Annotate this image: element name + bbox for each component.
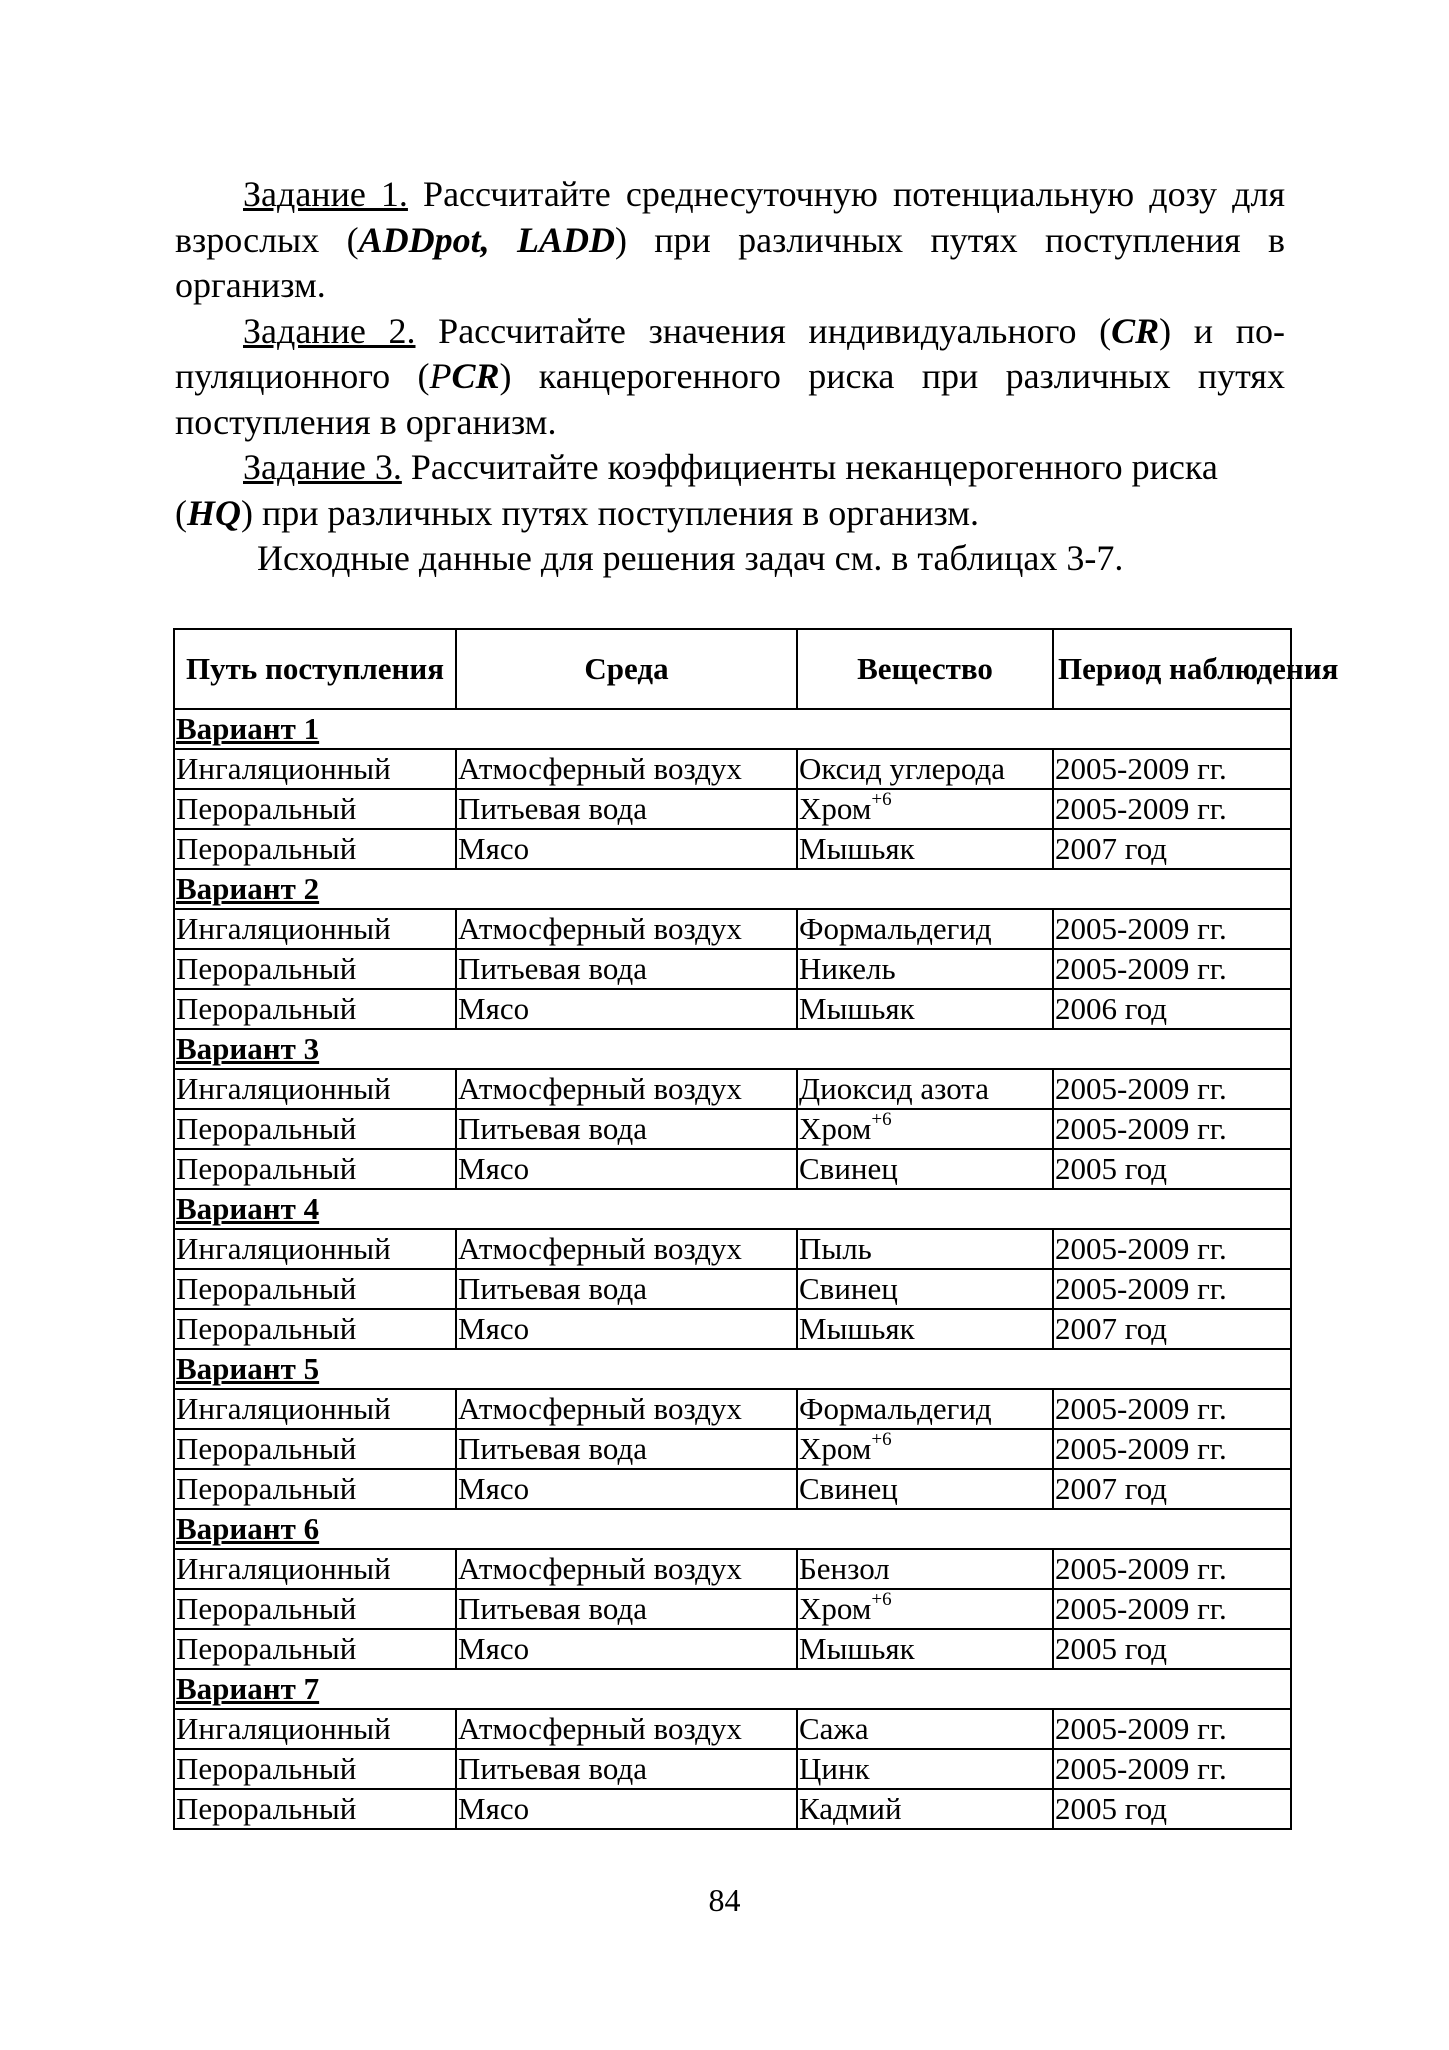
cell-route	[174, 1389, 456, 1429]
cell-text: 2005-2009 гг.	[1055, 1751, 1227, 1786]
cell-substance	[797, 1109, 1053, 1149]
table-row	[174, 1789, 1291, 1829]
cell-medium	[456, 1309, 797, 1349]
cell-medium	[456, 829, 797, 869]
cell-text: Пероральный	[176, 1111, 357, 1146]
cell-substance	[797, 1789, 1053, 1829]
cell-text: Мясо	[458, 991, 530, 1026]
variant-title: Вариант 4	[174, 1189, 1291, 1229]
cell-period	[1053, 1069, 1291, 1109]
cell-route	[174, 1269, 456, 1309]
cell-period	[1053, 1309, 1291, 1349]
task-2-emph-cr: CR	[1111, 310, 1160, 351]
cell-text: Оксид углерода	[799, 751, 1006, 786]
cell-text: Пероральный	[176, 1631, 357, 1666]
cell-text: 2007 год	[1055, 1311, 1168, 1346]
cell-text: 2005 год	[1055, 1631, 1168, 1666]
cell-text: Пероральный	[176, 991, 357, 1026]
oxidation-state-superscript: +6	[871, 1109, 892, 1130]
cell-substance	[797, 1269, 1053, 1309]
task-3-emph: HQ	[187, 492, 241, 533]
cell-text: 2005-2009 гг.	[1055, 1111, 1227, 1146]
cell-text: Питьевая вода	[458, 1591, 647, 1626]
cell-text: Ингаляционный	[176, 1391, 391, 1426]
cell-substance	[797, 989, 1053, 1029]
cell-text: Пероральный	[176, 951, 357, 986]
oxidation-state-superscript: +6	[871, 1589, 892, 1610]
variant-title: Вариант 2	[174, 869, 1291, 909]
cell-text: 2005-2009 гг.	[1055, 1391, 1227, 1426]
cell-medium	[456, 909, 797, 949]
cell-period	[1053, 1109, 1291, 1149]
cell-text: 2005-2009 гг.	[1055, 911, 1227, 946]
table-row	[174, 1269, 1291, 1309]
cell-text: Свинец	[799, 1471, 898, 1506]
variants-table	[173, 628, 1339, 1830]
table-row	[174, 829, 1291, 869]
table-row	[174, 1149, 1291, 1189]
variant-header-row	[174, 709, 1291, 749]
cell-text: Формальдегид	[799, 911, 992, 946]
table-header-row	[174, 629, 1291, 709]
cell-text: 2005-2009 гг.	[1055, 1431, 1227, 1466]
cell-medium	[456, 1789, 797, 1829]
cell-period	[1053, 1549, 1291, 1589]
cell-text: 2005 год	[1055, 1791, 1168, 1826]
cell-text: Пероральный	[176, 791, 357, 826]
cell-medium	[456, 1749, 797, 1789]
cell-text: 2005-2009 гг.	[1055, 1591, 1227, 1626]
cell-period	[1053, 1789, 1291, 1829]
cell-text: Питьевая вода	[458, 1431, 647, 1466]
cell-route	[174, 1149, 456, 1189]
cell-text: Атмосферный воздух	[458, 1231, 742, 1266]
cell-route	[174, 909, 456, 949]
cell-text: Атмосферный воздух	[458, 1551, 742, 1586]
cell-text: Ингаляционный	[176, 751, 391, 786]
cell-text: Пероральный	[176, 1591, 357, 1626]
cell-route	[174, 1309, 456, 1349]
cell-text: Мясо	[458, 1791, 530, 1826]
cell-text: Формальдегид	[799, 1391, 992, 1426]
cell-text: Бензол	[799, 1551, 890, 1586]
cell-period	[1053, 1709, 1291, 1749]
cell-route	[174, 989, 456, 1029]
cell-text: Хром	[799, 1591, 872, 1626]
cell-substance	[797, 1549, 1053, 1589]
cell-text: Хром	[799, 1111, 872, 1146]
cell-route	[174, 1469, 456, 1509]
cell-text: 2005-2009 гг.	[1055, 1071, 1227, 1106]
cell-route	[174, 789, 456, 829]
cell-substance	[797, 789, 1053, 829]
cell-medium	[456, 989, 797, 1029]
table-body	[174, 709, 1291, 1829]
cell-text: Питьевая вода	[458, 951, 647, 986]
variant-header-row	[174, 1349, 1291, 1389]
cell-text: Ингаляционный	[176, 1231, 391, 1266]
variant-title: Вариант 1	[174, 709, 1291, 749]
cell-period	[1053, 989, 1291, 1029]
cell-period	[1053, 1629, 1291, 1669]
table-row	[174, 1109, 1291, 1149]
cell-text: Мышьяк	[799, 1631, 915, 1666]
cell-text: Мышьяк	[799, 831, 915, 866]
cell-text: 2006 год	[1055, 991, 1168, 1026]
task-1-emph: ADDpot, LADD	[358, 219, 615, 260]
cell-period	[1053, 1469, 1291, 1509]
variant-title: Вариант 7	[174, 1669, 1291, 1709]
task-2-emph-pcr: CR	[451, 356, 500, 396]
cell-text: 2005-2009 гг.	[1055, 1231, 1227, 1266]
cell-text: Атмосферный воздух	[458, 1391, 742, 1426]
cell-text: Питьевая вода	[458, 791, 647, 826]
table-row	[174, 1629, 1291, 1669]
cell-medium	[456, 1709, 797, 1749]
cell-text: 2005-2009 гг.	[1055, 951, 1227, 986]
cell-period	[1053, 1749, 1291, 1789]
cell-text: 2007 год	[1055, 1471, 1168, 1506]
table-row	[174, 1309, 1291, 1349]
cell-route	[174, 1629, 456, 1669]
cell-medium	[456, 1469, 797, 1509]
header-period: Период наблюдения	[1053, 629, 1291, 709]
cell-substance	[797, 909, 1053, 949]
cell-substance	[797, 1309, 1053, 1349]
cell-text: Сажа	[799, 1711, 869, 1746]
cell-text: Пероральный	[176, 1471, 357, 1506]
variant-header-row	[174, 869, 1291, 909]
cell-text: 2007 год	[1055, 831, 1168, 866]
table-row	[174, 909, 1291, 949]
cell-substance	[797, 1629, 1053, 1669]
cell-text: Хром	[799, 1431, 872, 1466]
cell-route	[174, 949, 456, 989]
task-2: Задание 2. Рассчитайте значения индивидуального (CR) и по-пуляционного (PCR) канцерогенного риска при различных путях поступления в организм.	[175, 310, 1285, 442]
cell-text: Пероральный	[176, 1791, 357, 1826]
cell-substance	[797, 949, 1053, 989]
cell-medium	[456, 1149, 797, 1189]
table-row	[174, 1749, 1291, 1789]
variant-header-row	[174, 1509, 1291, 1549]
cell-route	[174, 1549, 456, 1589]
cell-period	[1053, 909, 1291, 949]
cell-medium	[456, 1629, 797, 1669]
task-2-label: Задание 2.	[243, 310, 416, 351]
cell-medium	[456, 1229, 797, 1269]
cell-substance	[797, 1469, 1053, 1509]
cell-medium	[456, 1269, 797, 1309]
cell-text: Пероральный	[176, 1431, 357, 1466]
table-row	[174, 749, 1291, 789]
cell-route	[174, 1429, 456, 1469]
intro-note: Исходные данные для решения задач см. в таблицах 3-7.	[257, 538, 1124, 578]
cell-text: Пероральный	[176, 831, 357, 866]
table-row	[174, 1469, 1291, 1509]
table-row	[174, 1389, 1291, 1429]
cell-text: Пыль	[799, 1231, 872, 1266]
table-row	[174, 1589, 1291, 1629]
cell-period	[1053, 1229, 1291, 1269]
cell-text: Пероральный	[176, 1151, 357, 1186]
cell-route	[174, 1709, 456, 1749]
table-row	[174, 1549, 1291, 1589]
variant-header-row	[174, 1029, 1291, 1069]
cell-medium	[456, 949, 797, 989]
variant-title: Вариант 3	[174, 1029, 1291, 1069]
cell-medium	[456, 1589, 797, 1629]
table-row	[174, 989, 1291, 1029]
table-row	[174, 949, 1291, 989]
cell-text: Питьевая вода	[458, 1271, 647, 1306]
table-row	[174, 1229, 1291, 1269]
cell-route	[174, 1069, 456, 1109]
cell-text: Ингаляционный	[176, 1711, 391, 1746]
cell-text: Никель	[799, 951, 896, 986]
cell-route	[174, 829, 456, 869]
cell-period	[1053, 1389, 1291, 1429]
cell-period	[1053, 829, 1291, 869]
cell-period	[1053, 1269, 1291, 1309]
cell-text: Питьевая вода	[458, 1111, 647, 1146]
cell-text: Свинец	[799, 1151, 898, 1186]
cell-medium	[456, 1549, 797, 1589]
cell-substance	[797, 1749, 1053, 1789]
cell-text: Мышьяк	[799, 1311, 915, 1346]
page-number: 84	[708, 1882, 741, 1918]
cell-period	[1053, 1429, 1291, 1469]
variant-title: Вариант 5	[174, 1349, 1291, 1389]
cell-text: Кадмий	[799, 1791, 902, 1826]
cell-route	[174, 1109, 456, 1149]
header-route: Путь поступления	[174, 629, 456, 709]
cell-text: Атмосферный воздух	[458, 1711, 742, 1746]
cell-text: 2005-2009 гг.	[1055, 1551, 1227, 1586]
cell-text: Пероральный	[176, 1751, 357, 1786]
cell-text: 2005-2009 гг.	[1055, 751, 1227, 786]
tasks-block	[175, 172, 1285, 582]
cell-period	[1053, 749, 1291, 789]
cell-medium	[456, 1109, 797, 1149]
table-row	[174, 789, 1291, 829]
cell-route	[174, 749, 456, 789]
cell-substance	[797, 1429, 1053, 1469]
variant-header-row	[174, 1669, 1291, 1709]
cell-substance	[797, 1709, 1053, 1749]
task-3-label: Задание 3.	[243, 447, 402, 487]
cell-substance	[797, 1589, 1053, 1629]
cell-text: 2005-2009 гг.	[1055, 1271, 1227, 1306]
cell-medium	[456, 1429, 797, 1469]
cell-route	[174, 1789, 456, 1829]
table-row	[174, 1709, 1291, 1749]
cell-text: Диоксид азота	[799, 1071, 989, 1106]
cell-medium	[456, 1069, 797, 1109]
cell-text: Питьевая вода	[458, 1751, 647, 1786]
cell-text: Ингаляционный	[176, 1071, 391, 1106]
cell-text: Мясо	[458, 831, 530, 866]
cell-text: Атмосферный воздух	[458, 911, 742, 946]
cell-text: Мясо	[458, 1311, 530, 1346]
table-row	[174, 1429, 1291, 1469]
cell-text: 2005-2009 гг.	[1055, 791, 1227, 826]
cell-medium	[456, 749, 797, 789]
cell-text: Мясо	[458, 1631, 530, 1666]
cell-substance	[797, 1229, 1053, 1269]
cell-period	[1053, 1589, 1291, 1629]
task-2-emph-p: P	[429, 356, 452, 396]
table-row	[174, 1069, 1291, 1109]
cell-text: Пероральный	[176, 1271, 357, 1306]
cell-text: 2005-2009 гг.	[1055, 1711, 1227, 1746]
cell-period	[1053, 949, 1291, 989]
task-3: Задание 3. Рассчитайте коэффициенты неканцерогенного риска (HQ) при различных путях поступления в организм.	[175, 447, 1218, 533]
cell-medium	[456, 1389, 797, 1429]
cell-substance	[797, 749, 1053, 789]
oxidation-state-superscript: +6	[871, 789, 892, 810]
task-1: Задание 1. Рассчитайте среднесуточную потенциальную дозу для взрослых (ADDpot, LADD) при различных путях поступления в организм.	[175, 174, 1285, 305]
cell-text: Ингаляционный	[176, 911, 391, 946]
cell-route	[174, 1749, 456, 1789]
cell-text: Мясо	[458, 1471, 530, 1506]
cell-substance	[797, 1149, 1053, 1189]
oxidation-state-superscript: +6	[871, 1429, 892, 1450]
task-1-label: Задание 1.	[243, 174, 408, 214]
cell-period	[1053, 789, 1291, 829]
cell-period	[1053, 1149, 1291, 1189]
cell-substance	[797, 1069, 1053, 1109]
cell-text: Атмосферный воздух	[458, 751, 742, 786]
cell-text: Мышьяк	[799, 991, 915, 1026]
cell-text: Пероральный	[176, 1311, 357, 1346]
cell-route	[174, 1229, 456, 1269]
cell-text: Свинец	[799, 1271, 898, 1306]
cell-text: Хром	[799, 791, 872, 826]
variant-title: Вариант 6	[174, 1509, 1291, 1549]
header-medium: Среда	[456, 629, 797, 709]
cell-medium	[456, 789, 797, 829]
cell-text: Атмосферный воздух	[458, 1071, 742, 1106]
cell-substance	[797, 829, 1053, 869]
cell-text: Мясо	[458, 1151, 530, 1186]
cell-substance	[797, 1389, 1053, 1429]
cell-text: 2005 год	[1055, 1151, 1168, 1186]
cell-text: Цинк	[799, 1751, 870, 1786]
header-substance: Вещество	[797, 629, 1053, 709]
cell-text: Ингаляционный	[176, 1551, 391, 1586]
cell-route	[174, 1589, 456, 1629]
variant-header-row	[174, 1189, 1291, 1229]
